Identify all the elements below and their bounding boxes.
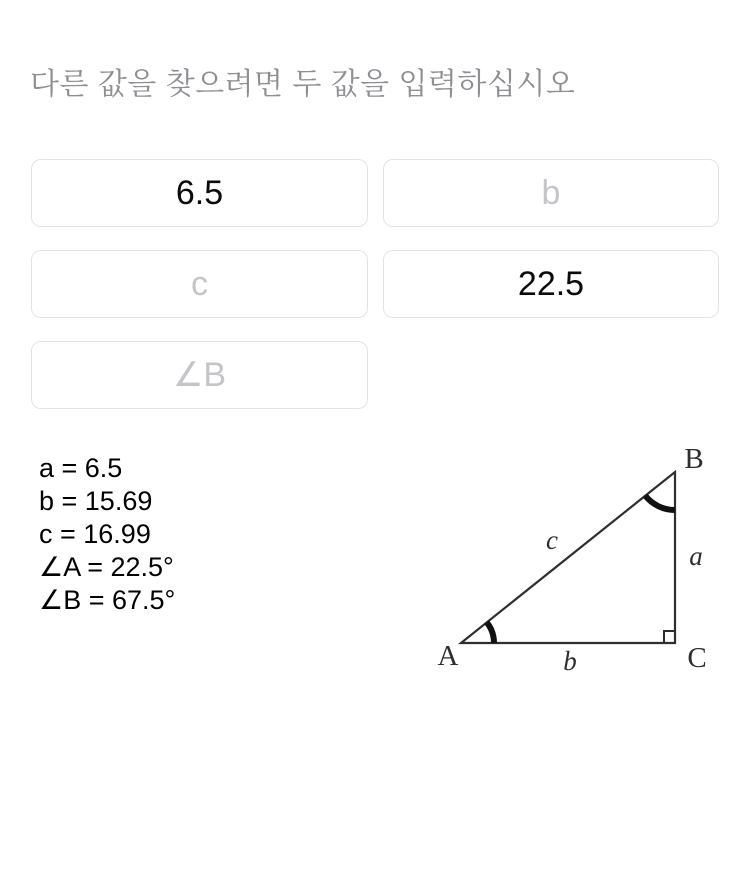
vertex-b-label: B (684, 443, 704, 475)
right-angle-marker (664, 631, 675, 643)
triangle-outline (461, 472, 675, 643)
side-c-label: c (546, 525, 558, 555)
result-line-side-a: a = 6.5 (39, 453, 123, 483)
angle-b-input[interactable] (31, 341, 368, 409)
triangle-diagram-svg (430, 440, 730, 690)
vertex-a-label: A (437, 640, 459, 672)
result-line-side-c: c = 16.99 (39, 519, 151, 549)
instruction-text: 다른 값을 찾으려면 두 값을 입력하십시오 (30, 68, 576, 101)
angle-a-arc (487, 622, 494, 643)
result-line-angle-b: ∠B = 67.5° (39, 585, 176, 615)
results-block (39, 452, 175, 617)
side-a-label: a (689, 541, 703, 571)
triangle-diagram (430, 440, 730, 690)
side-b-input[interactable] (383, 159, 719, 227)
side-a-input[interactable] (31, 159, 368, 227)
angle-b-arc (645, 496, 675, 510)
side-c-input[interactable] (31, 250, 368, 318)
result-line-side-b: b = 15.69 (39, 486, 153, 516)
side-b-label: b (563, 646, 577, 676)
angle-a-input[interactable] (383, 250, 719, 318)
result-line-angle-a: ∠A = 22.5° (39, 552, 174, 582)
vertex-c-label: C (687, 642, 707, 674)
